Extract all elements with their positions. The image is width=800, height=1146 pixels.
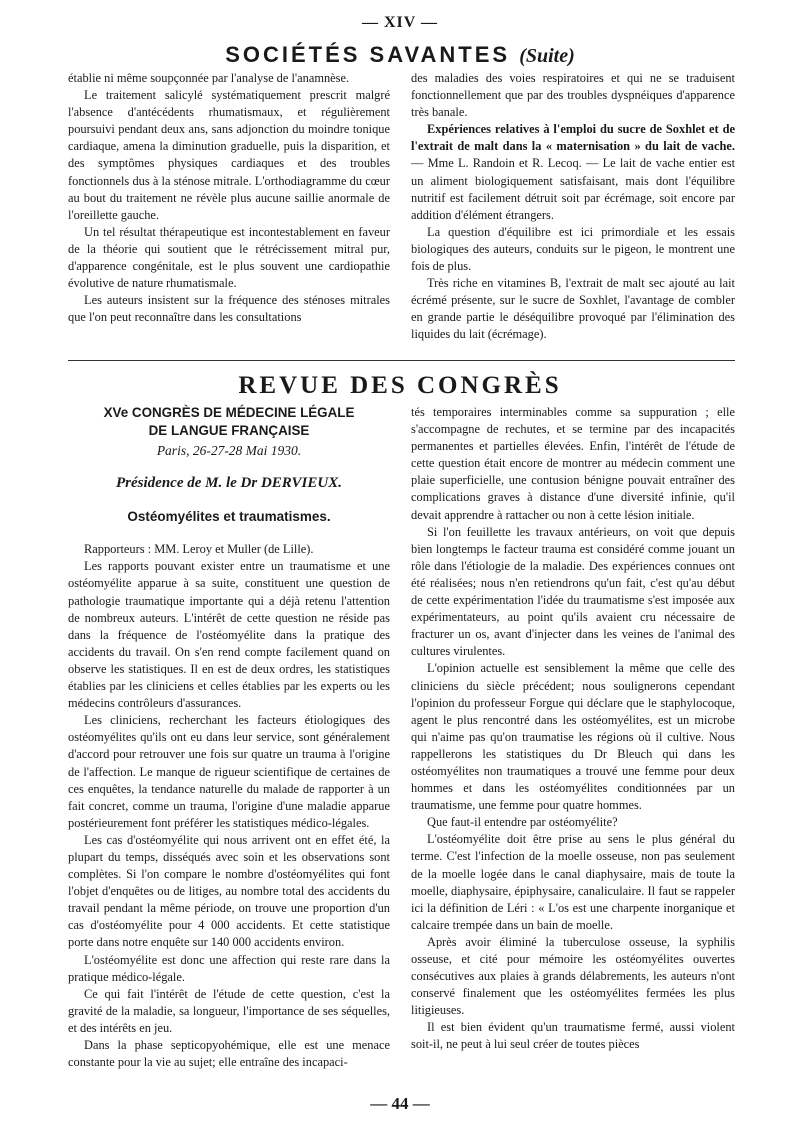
paragraph: Ce qui fait l'intérêt de l'étude de cette question, c'est la gravité de la maladie, sa longueur, l'importance de ses séquelles, et des intérêts en jeu. [68,986,390,1035]
bottom-right-column [411,404,735,1054]
paragraph: Les auteurs insistent sur la fréquence des sténoses mitrales que l'on peut reconnaître dans les consultations [68,293,390,325]
paragraph: Il est bien évident qu'un traumatisme fermé, aussi violent soit-il, ne peut à lui seul créer de toutes pièces [411,1020,735,1052]
top-right-column [411,70,735,344]
congress-title-line2: DE LANGUE FRANÇAISE [148,423,310,438]
paragraph: Les cas d'ostéomyélite qui nous arrivent ont en effet été, la plupart du temps, disséqués avec soin et les observations sont complètes. Si l'on compare le nombre d'ostéomyélites qui font l'objet d'enquêtes ou de litiges, au nombre total des accidents du travail pendant la même période, on trouve une proportion d'un cas d'ostéomyélite pour 4 000 accidents. Et cette statistique porte dans notre enquête sur 140 000 accidents environ. [68,832,390,950]
paragraph: L'ostéomyélite doit être prise au sens le plus général du terme. C'est l'infection de la moelle osseuse, non pas seulement de la moelle logée dans le canal diaphysaire, mais de toute la moelle, diaphysaire, épiphysaire, canaliculaire. Il faut se rappeler ici la définition de Léri : « L'os est une charpente inorganique et calcaire trempée dans un bain de moelle. [411,832,735,932]
paragraph: établie ni même soupçonnée par l'analyse de l'anamnèse. [68,71,350,85]
experiences-body: Le lait de vache entier est un aliment biologiquement satisfaisant, mais dont l'équilibre nutritif est facilement détruit soit par écrémage, soit encore par addition d'élément étrangers. [411,156,736,222]
paragraph: Très riche en vitamines B, l'extrait de malt sec ajouté au lait écrémé présente, sur le sucre de Soxhlet, l'avantage de combler en grande partie le déséquilibre provoqué par l'élimination des liquides du lait (écrémage). [411,276,735,342]
section-title [0,42,800,68]
experiences-paragraph [411,121,735,224]
paragraph: Dans la phase septicopyohémique, elle est une menace constante pour la vie au sujet; elle entraîne des incapaci- [68,1038,390,1070]
page-number-footer: — 44 — [370,1094,430,1113]
paragraph: L'opinion actuelle est sensiblement la même que celle des cliniciens du siècle précédent; nous soulignerons cependant l'opinion du professeur Forgue qui déclare que le staphylocoque, agent le plus rencontré dans les ostéomyélites, est un microbe qui n'aime pas qu'on traumatise les régions où il cultive. Nous rappellerons les statistiques du Dr Bleuch qui dans les ostéomyélites non traumatiques a trouvé une femme pour deux hommes et dans les ostéomyélites conditionnées par un traumatisme, une femme pour quatre hommes. [411,661,735,813]
top-left-column [68,70,390,326]
paragraph: La question d'équilibre est ici primordiale et les essais biologiques des auteurs, conduits sur le pigeon, le montrent une fois de plus. [411,224,735,274]
subheading-question: Que faut-il entendre par ostéomyélite? [427,815,618,830]
congress-title-line1: XVe CONGRÈS DE MÉDECINE LÉGALE [103,405,355,420]
rapporteurs: Rapporteurs : MM. Leroy et Muller (de Lille). [84,542,314,557]
congress-date: Paris, 26-27-28 Mai 1930. [156,443,302,458]
page-roman-header: — XIV — [361,14,439,31]
paragraph: Si l'on feuillette les travaux antérieurs, on voit que depuis bien longtemps le facteur trauma est considéré comme jouant un rôle dans l'étiologie de la maladie. Des expériences connues ont été réalisées; nous n'en retiendrons qu'un fait, c'est qu'au début de cette expérimentation l'idée du traumatisme s'est imposée aux expérimentateurs, au point qu'ils avaient cru nécessaire de fracturer un os, avant d'injecter dans les veines de l'animal des cultures virulentes. [411,524,735,659]
paragraph: Le traitement salicylé systématiquement prescrit malgré l'absence d'antécédents rhumatismaux, et régulièrement poursuivi pendant deux ans, sans adjonction du moindre tonique cardiaque, amena la diminution graduelle, puis la disparition, et des symptômes physiques cardiaques et des troubles fonctionnels dus à la sténose mitrale. L'orthodiagramme du cœur au bout du traitement ne révèle plus aucune saillie anormale de l'oreillette gauche. [68,88,390,222]
experiences-title: Expériences relatives à l'emploi du sucre de Soxhlet et de l'extrait de malt dans la « maternisation » du lait de vache. [411,122,735,154]
revue-title: REVUE DES CONGRÈS [238,372,562,399]
paragraph: Après avoir éliminé la tuberculose osseuse, la syphilis osseuse, et cité pour mémoire les ostéomyélites ouvertes consécutives aux plaies à grands délabrements, les auteurs n'ont conservé finalement que les ostéomyélites fermées les plus litigieuses. [411,934,735,1018]
paragraph: Un tel résultat thérapeutique est incontestablement en faveur de la théorie qui soutient que le rétrécissement mitral pur, d'apparence congénitale, est le plus souvent une cardiopathie évolutive de nature rhumatismale. [68,224,390,291]
topic-title: Ostéomyélites et traumatismes. [127,509,331,525]
paragraph: L'ostéomyélite est donc une affection qui reste rare dans la pratique médico-légale. [68,952,390,984]
paragraph: des maladies des voies respiratoires et qui ne se traduisent fonctionnellement que par des troubles dyspnéiques d'apparence très banale. [411,71,735,120]
paragraph: tés temporaires interminables comme sa suppuration ; elle s'accompagne de rechutes, et se termine par des incapacités permanentes et partielles élevées. Enfin, l'intérêt de l'étude de cette question était encore de montrer au médecin comment une plaie superficielle, une contusion bénigne pouvait entraîner des complications graves à distance d'une diversité infinie, qu'il devait apprendre à rattacher ou non à cette lésion initiale. [411,405,735,522]
bottom-left-column [68,404,390,1071]
presidence: Présidence de M. le Dr DERVIEUX. [116,475,342,492]
section-title-text: SOCIÉTÉS SAVANTES [225,42,511,67]
experiences-authors: — Mme L. Randoin et R. Lecoq. — [411,156,603,171]
section-divider [68,360,735,361]
paragraph: Les rapports pouvant exister entre un traumatisme et une ostéomyélite apparue à sa suite, constituent une question de pathologie traumatique importante qui a déjà retenu l'attention de nombreux auteurs. L'intérêt de cette question ne réside pas dans la fréquence de l'ostéomyélite dans la pratique des accidents du travail. On s'en rend compte facilement quand on observe les statistiques. Il en est de deux ordres, les statistiques établies par les cliniciens et celles établies par les experts ou les médecins contrôleurs d'assurances. [68,559,390,711]
section-suite: (Suite) [519,45,575,67]
paragraph: Les cliniciens, recherchant les facteurs étiologiques des ostéomyélites qu'ils ont eu dans leur service, sont généralement d'accord pour retrouver une fois sur quatre un trauma à l'origine de l'affection. Le manque de rigueur scientifique de certaines de ces enquêtes, la tendance naturelle du malade de rapporter à un fait concret, comme un trauma, l'origine d'une maladie apparue postérieurement font préférer les statistiques médico-légales. [68,713,390,830]
